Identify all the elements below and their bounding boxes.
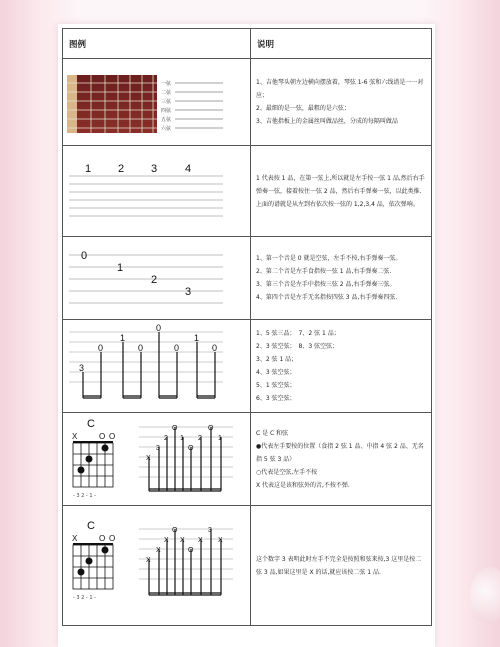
svg-text:2: 2 — [164, 435, 168, 442]
svg-text:2: 2 — [198, 435, 202, 442]
svg-text:1: 1 — [180, 435, 184, 442]
mute-mark: X — [72, 533, 78, 543]
tab-number: 1 — [117, 262, 124, 274]
tab-number: 2 — [151, 274, 158, 286]
tab-number: 0 — [138, 343, 144, 353]
tab-number: 1 — [194, 333, 200, 343]
chord-name: C — [87, 418, 95, 430]
tab-number: 3 — [151, 163, 158, 175]
header-explanation: 说明 — [251, 29, 432, 59]
fretboard-figure — [63, 59, 251, 146]
explanation-3: 1、第一个音是 0 就是空弦，左手不按,右手弹奏一弦。 2、第二个音是左手食指按一弦 1 品,右手弹奏二弦. 3、第三个音是左手中指按三弦 2 品,右手弹奏三弦。 4、第四个音是左手无名指按四弦 3 品,右手弹奏四弦. — [251, 237, 432, 320]
svg-text:X: X — [164, 536, 169, 544]
tab-number: 0 — [156, 323, 162, 333]
tab-number: 0 — [98, 343, 104, 353]
explanation-1: 1、吉他琴头朝左边横向摆放着，琴弦 1-6 弦和六线谱是一一对应； 2、最细的是一弦，最粗的是六弦； 3、吉他指板上的金属丝叫做品丝，分成的每隔叫做品 — [251, 59, 432, 146]
open-mark: O — [99, 533, 106, 543]
tab-number: 3 — [185, 286, 192, 298]
svg-text:1: 1 — [218, 435, 222, 442]
string-label: 五弦 — [161, 117, 172, 123]
svg-text:O: O — [188, 546, 194, 554]
tab-number: 4 — [185, 163, 192, 175]
svg-text:O: O — [172, 425, 178, 432]
tab-number: 0 — [174, 343, 180, 353]
svg-text:O: O — [208, 425, 214, 432]
svg-text:X: X — [146, 455, 151, 462]
chord-figure-2 — [63, 506, 251, 626]
explanation-6: 这个数字 3 表明此时左手不完全是按照和弦来按,3 这里是按二弦 3 品,如果这里是 X 的话,就应该按二弦 1 品. — [251, 506, 432, 626]
chord-figure-1 — [63, 413, 251, 506]
explanation-4: 1、5 弦三品； 7、2 弦 1 品； 2、3 弦空弦； 8、3 弦空弦； 3、2 弦 1 品； 4、3 弦空弦； 5、1 弦空弦； 6、3 弦空弦； — [251, 320, 432, 413]
explanation-5: C 是 C 和弦 ●代表左手要按的位置（食指 2 弦 1 品、中指 4 弦 2 品、无名指 5 弦 3 品） ○代表是空弦,左手不按 X 代表这是该和弦外的音,不按不弹. — [251, 413, 432, 506]
document-sheet — [58, 24, 435, 647]
tab-figure-1 — [63, 146, 251, 237]
open-mark: O — [109, 432, 116, 441]
tab-figure-3 — [63, 320, 251, 413]
tab-number: 0 — [212, 343, 218, 353]
string-label: 三弦 — [161, 99, 172, 105]
svg-text:X: X — [156, 546, 161, 554]
string-label: 一弦 — [161, 81, 172, 87]
svg-text:X: X — [198, 536, 203, 544]
string-label: 四弦 — [161, 108, 172, 114]
svg-text:X: X — [146, 556, 151, 564]
decorative-petal — [470, 567, 500, 627]
tab-number: 1 — [85, 163, 92, 175]
svg-text:3: 3 — [208, 526, 212, 534]
tab-number: 3 — [79, 363, 85, 373]
string-label: 六弦 — [161, 126, 172, 132]
svg-text:O: O — [172, 526, 178, 534]
svg-text:X: X — [180, 536, 185, 544]
chord-name: C — [87, 519, 95, 532]
tab-figure-2 — [63, 237, 251, 320]
open-mark: O — [109, 533, 116, 543]
open-mark: O — [99, 432, 106, 441]
finger-numbers: - 3 2 - 1 - — [73, 594, 96, 601]
guitar-tab-table — [62, 28, 432, 626]
svg-text:X: X — [218, 536, 223, 544]
string-label: 二弦 — [161, 90, 172, 96]
tab-number: 2 — [118, 163, 125, 175]
tab-number: 1 — [120, 333, 126, 343]
finger-numbers: - 3 2 - 1 - — [73, 493, 96, 499]
svg-text:3: 3 — [156, 445, 160, 452]
svg-text:O: O — [188, 445, 194, 452]
header-figure: 图例 — [63, 29, 251, 59]
mute-mark: X — [72, 432, 78, 441]
explanation-2: 1 代表按 1 品，在第一弦上,所以就是左手按一弦 1 品,然后右手弹奏一弦，接着按住一弦 2 品，然后右手弹奏一弦，以此类推.上面的谱就是从左到右依次按一弦的 1,2,3,4 品，依次弹响。 — [251, 146, 432, 237]
tab-number: 0 — [81, 250, 88, 262]
